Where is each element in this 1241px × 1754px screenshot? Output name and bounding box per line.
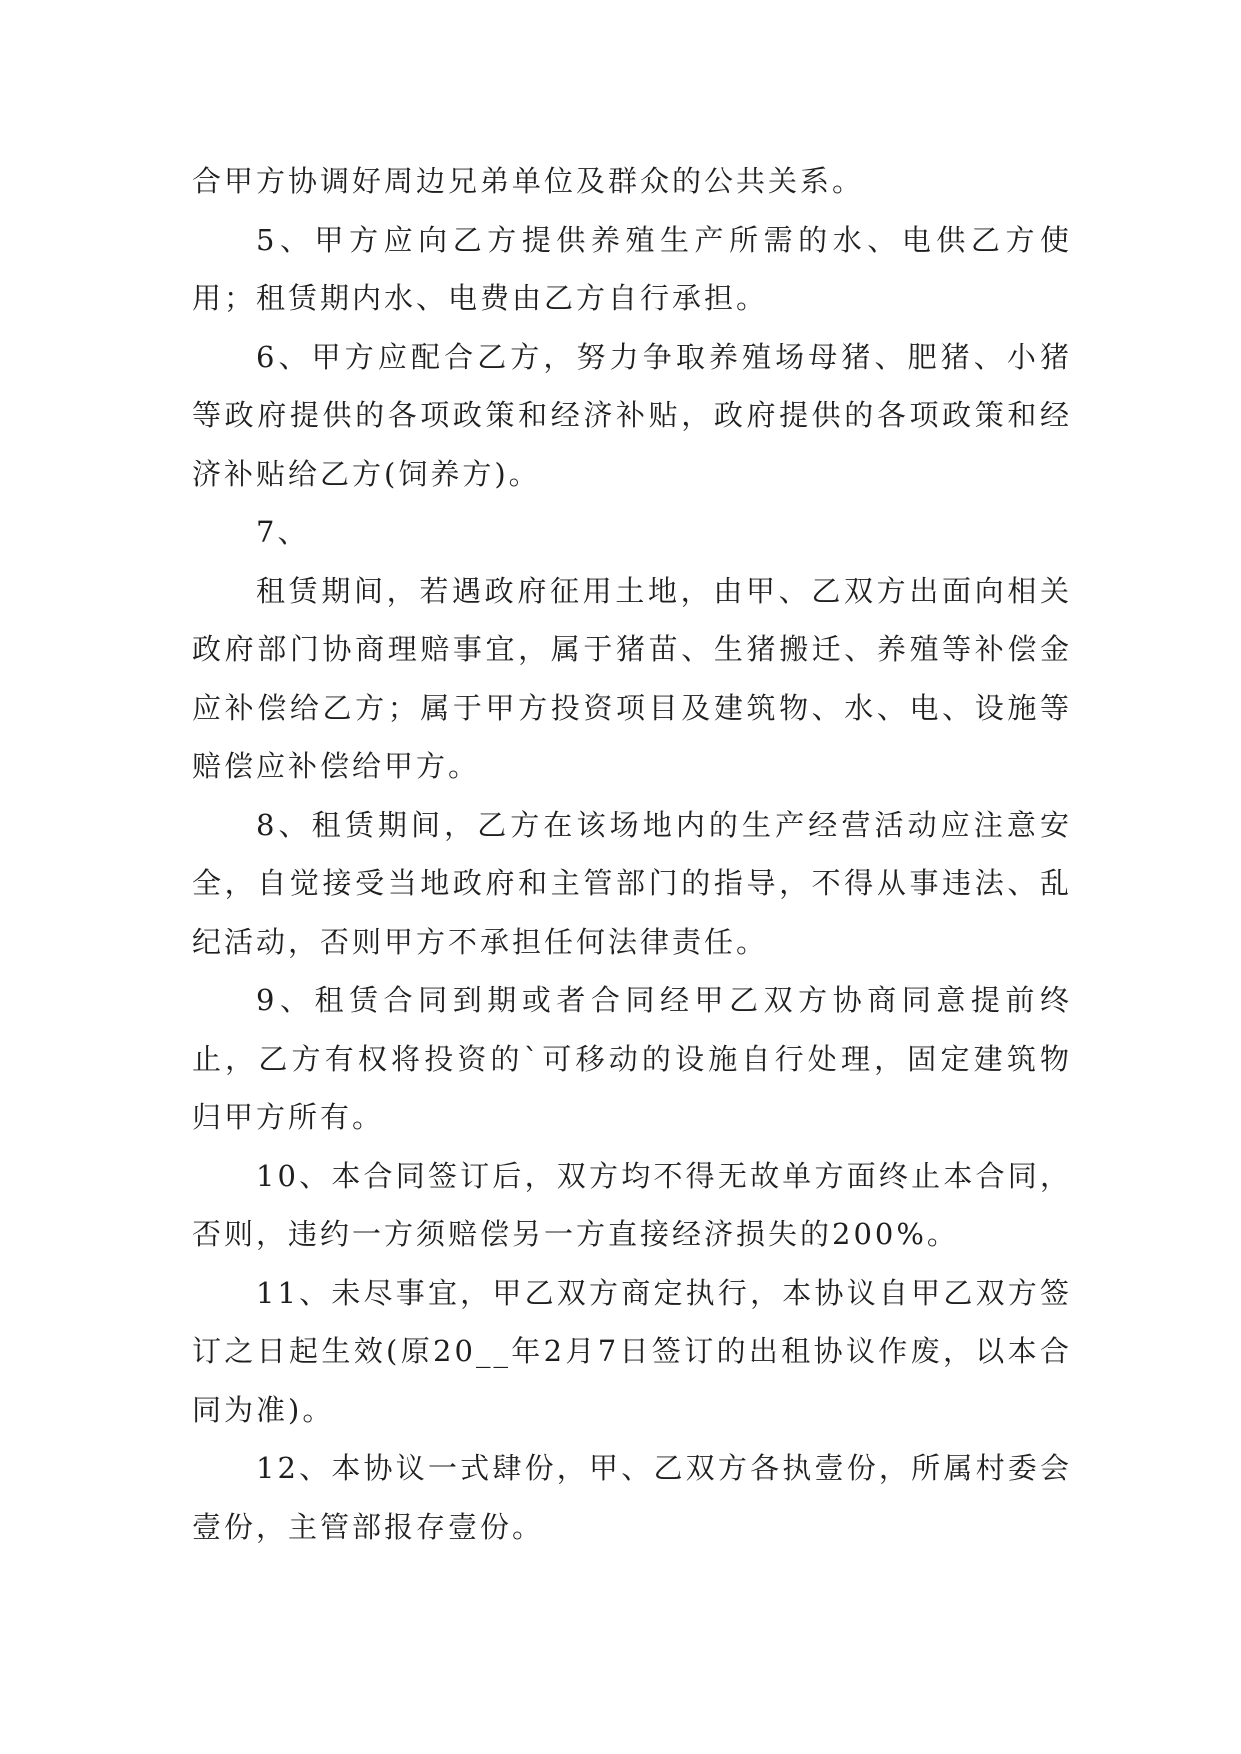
paragraph-clause-11: 11、未尽事宜，甲乙双方商定执行，本协议自甲乙双方签订之日起生效(原20__年2月7日签订的出租协议作废，以本合同为准)。 (192, 1275, 1072, 1427)
paragraph-clause-7-number: 7、 (256, 515, 310, 549)
document-body (192, 152, 1072, 1556)
paragraph-clause-10: 10、本合同签订后，双方均不得无故单方面终止本合同，否则，违约一方须赔偿另一方直接经济损失的200%。 (192, 1158, 1072, 1251)
paragraph-clause-9: 9、租赁合同到期或者合同经甲乙双方协商同意提前终止，乙方有权将投资的`可移动的设施自行处理，固定建筑物归甲方所有。 (192, 983, 1072, 1134)
paragraph-continuation: 合甲方协调好周边兄弟单位及群众的公共关系。 (192, 164, 865, 198)
paragraph-clause-12: 12、本协议一式肆份，甲、乙双方各执壹份，所属村委会壹份，主管部报存壹份。 (192, 1451, 1072, 1544)
paragraph-clause-8: 8、租赁期间，乙方在该场地内的生产经营活动应注意安全，自觉接受当地政府和主管部门的指导，不得从事违法、乱纪活动，否则甲方不承担任何法律责任。 (192, 807, 1072, 959)
paragraph-clause-7-body: 租赁期间，若遇政府征用土地，由甲、乙双方出面向相关政府部门协商理赔事宜，属于猪苗、生猪搬迁、养殖等补偿金应补偿给乙方；属于甲方投资项目及建筑物、水、电、设施等赔偿应补偿给甲方。 (192, 573, 1072, 783)
paragraph-clause-6: 6、甲方应配合乙方，努力争取养殖场母猪、肥猪、小猪等政府提供的各项政策和经济补贴，政府提供的各项政策和经济补贴给乙方(饲养方)。 (192, 339, 1072, 491)
paragraph-clause-5: 5、甲方应向乙方提供养殖生产所需的水、电供乙方使用；租赁期内水、电费由乙方自行承担。 (192, 222, 1072, 315)
